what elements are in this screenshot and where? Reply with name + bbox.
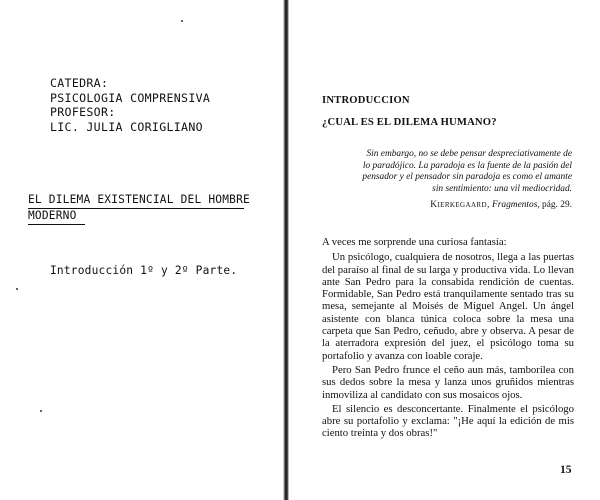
epigraph-page: pág. 29. xyxy=(542,200,572,210)
paragraph: A veces me sorprende una curiosa fantasía: xyxy=(322,236,507,248)
essay-title xyxy=(28,193,250,225)
scan-speck xyxy=(40,410,42,412)
epigraph-quote: Sin embargo, no se debe pensar despreciativamente de lo paradójico. La paradoja es la fuente de la pasión del pensador y el pensador sin paradoja es como el amante sin sentimiento: una vil mediocridad. xyxy=(362,149,572,194)
course-header xyxy=(50,76,210,134)
title-underline-2 xyxy=(28,224,85,225)
intro-parts-note: Introducción 1º y 2º Parte. xyxy=(50,264,238,277)
course-label: CATEDRA: xyxy=(50,76,109,90)
paragraph: El silencio es desconcertante. Finalmente el psicólogo abre su portafolio y exclama: "¡He aquí la edición de mis ciento treinta y dos obras!" xyxy=(322,402,574,440)
scan-speck xyxy=(16,288,18,290)
epigraph-source xyxy=(362,200,572,210)
epigraph-author: Kierkegaard, xyxy=(430,200,490,210)
left-page xyxy=(0,0,283,500)
epigraph-work: Fragmentos, xyxy=(492,200,540,210)
page-number: 15 xyxy=(560,464,572,476)
essay-title-line-2: MODERNO xyxy=(28,209,77,222)
essay-title-line-1: EL DILEMA EXISTENCIAL DEL HOMBRE xyxy=(28,193,250,206)
scan-speck xyxy=(181,20,183,22)
professor-name: LIC. JULIA CORIGLIANO xyxy=(50,119,203,134)
paragraph: Pero San Pedro frunce el ceño aun más, tamborilea con sus dedos sobre la mesa y lanza unos gruñidos mientras inmoviliza al candidato con sus mosaicos ojos. xyxy=(322,363,574,401)
professor-label: PROFESOR: xyxy=(50,105,116,119)
course-name: PSICOLOGIA COMPRENSIVA xyxy=(50,90,211,105)
paragraph: Un psicólogo, cualquiera de nosotros, llega a las puertas del paraíso al final de su larga y productiva vida. Lo llevan ante San Pedro para la consabida rendición de cuentas. Formidable, San Pedro está tranquilamente sentado tras su mesa, semejante al Moisés de Miguel Angel. Un ángel asistente con blanca túnica coloca sobre la mesa una carpeta que San Pedro, ceñudo, abre y observa. A pesar de la aterradora expresión del juez, el psicólogo toma su portafolio y avanza con loable coraje. xyxy=(322,251,574,362)
right-page xyxy=(292,0,600,500)
book-gutter xyxy=(283,0,289,500)
body-text xyxy=(322,236,574,442)
section-label: INTRODUCCION xyxy=(322,95,410,106)
section-question: ¿CUAL ES EL DILEMA HUMANO? xyxy=(322,117,497,128)
